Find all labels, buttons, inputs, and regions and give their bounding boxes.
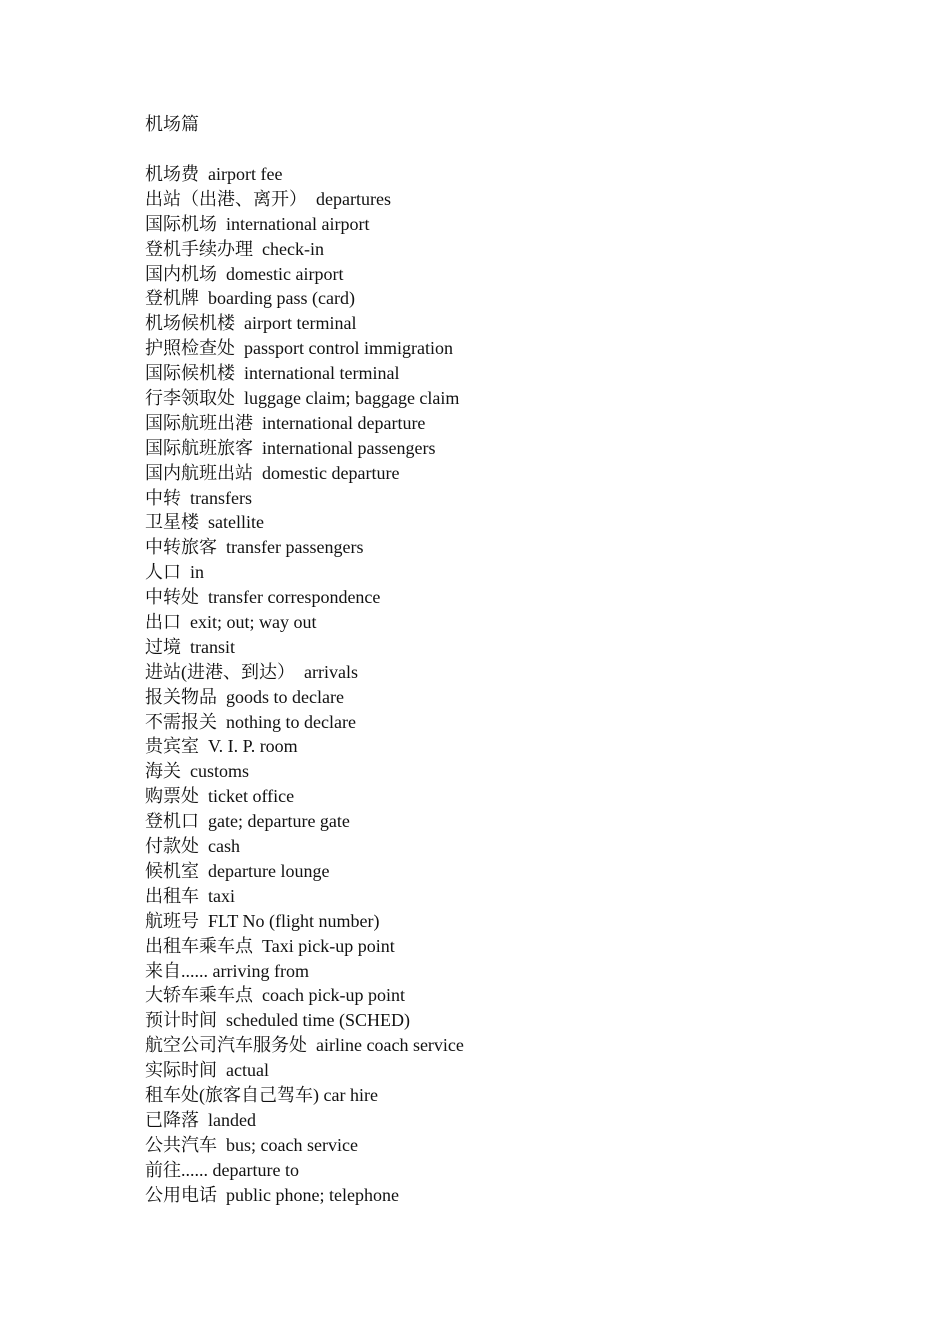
vocabulary-entry: 出口 exit; out; way out bbox=[145, 612, 317, 633]
vocabulary-entry: 国际航班出港 international departure bbox=[145, 412, 426, 433]
vocabulary-entry: 已降落 landed bbox=[145, 1109, 256, 1130]
document-page bbox=[145, 112, 905, 1207]
vocabulary-entry: 付款处 cash bbox=[145, 836, 240, 857]
vocabulary-entry: 过境 transit bbox=[145, 636, 235, 657]
vocabulary-entry: 贵宾室 V. I. P. room bbox=[145, 736, 298, 757]
vocabulary-entry: 报关物品 goods to declare bbox=[145, 686, 344, 707]
vocabulary-entry: 中转处 transfer correspondence bbox=[145, 587, 381, 608]
vocabulary-entry: 中转旅客 transfer passengers bbox=[145, 537, 364, 558]
vocabulary-entry: 航空公司汽车服务处 airline coach service bbox=[145, 1035, 464, 1056]
vocabulary-entry: 国内机场 domestic airport bbox=[145, 263, 344, 284]
vocabulary-entry: 登机手续办理 check-in bbox=[145, 238, 324, 259]
vocabulary-entry: 行李领取处 luggage claim; baggage claim bbox=[145, 388, 460, 409]
vocabulary-entry: 购票处 ticket office bbox=[145, 786, 295, 807]
vocabulary-entry: 候机室 departure lounge bbox=[145, 860, 330, 881]
vocabulary-entry: 实际时间 actual bbox=[145, 1060, 269, 1081]
vocabulary-entry: 公用电话 public phone; telephone bbox=[145, 1184, 399, 1205]
vocabulary-entry: 机场费 airport fee bbox=[145, 164, 283, 184]
vocabulary-entry: 进站(进港、到达） arrivals bbox=[145, 661, 358, 682]
vocabulary-entry: 登机口 gate; departure gate bbox=[145, 811, 350, 832]
vocabulary-entry: 公共汽车 bus; coach service bbox=[145, 1134, 358, 1155]
vocabulary-entry: 航班号 FLT No (flight number) bbox=[145, 910, 380, 931]
vocabulary-entry: 出站（出港、离开） departures bbox=[145, 188, 391, 209]
vocabulary-entry: 国际候机楼 international terminal bbox=[145, 363, 400, 384]
vocabulary-entry: 不需报关 nothing to declare bbox=[145, 711, 356, 732]
vocabulary-entry: 出租车乘车点 Taxi pick-up point bbox=[145, 935, 395, 956]
vocabulary-entry: 机场候机楼 airport terminal bbox=[145, 313, 357, 334]
vocabulary-entry: 登机牌 boarding pass (card) bbox=[145, 288, 355, 309]
vocabulary-entry: 国际机场 international airport bbox=[145, 213, 370, 234]
vocabulary-entry: 预计时间 scheduled time (SCHED) bbox=[145, 1010, 410, 1031]
vocabulary-entry: 护照检查处 passport control immigration bbox=[145, 338, 453, 359]
vocabulary-entry: 海关 customs bbox=[145, 761, 250, 782]
vocabulary-entry: 国内航班出站 domestic departure bbox=[145, 462, 400, 483]
vocabulary-entry: 大轿车乘车点 coach pick-up point bbox=[145, 985, 405, 1006]
vocabulary-entry: 卫星楼 satellite bbox=[145, 512, 264, 533]
vocabulary-entry: 国际航班旅客 international passengers bbox=[145, 437, 436, 458]
vocabulary-entry: 租车处(旅客自己驾车) car hire bbox=[145, 1084, 378, 1105]
vocabulary-entry: 出租车 taxi bbox=[145, 885, 235, 906]
page-title: 机场篇 bbox=[145, 114, 199, 134]
vocabulary-entry: 来自...... arriving from bbox=[145, 960, 309, 981]
vocabulary-list bbox=[145, 162, 905, 1207]
vocabulary-entry: 人口 in bbox=[145, 562, 205, 583]
vocabulary-entry: 中转 transfers bbox=[145, 487, 252, 508]
vocabulary-entry: 前往...... departure to bbox=[145, 1159, 299, 1180]
